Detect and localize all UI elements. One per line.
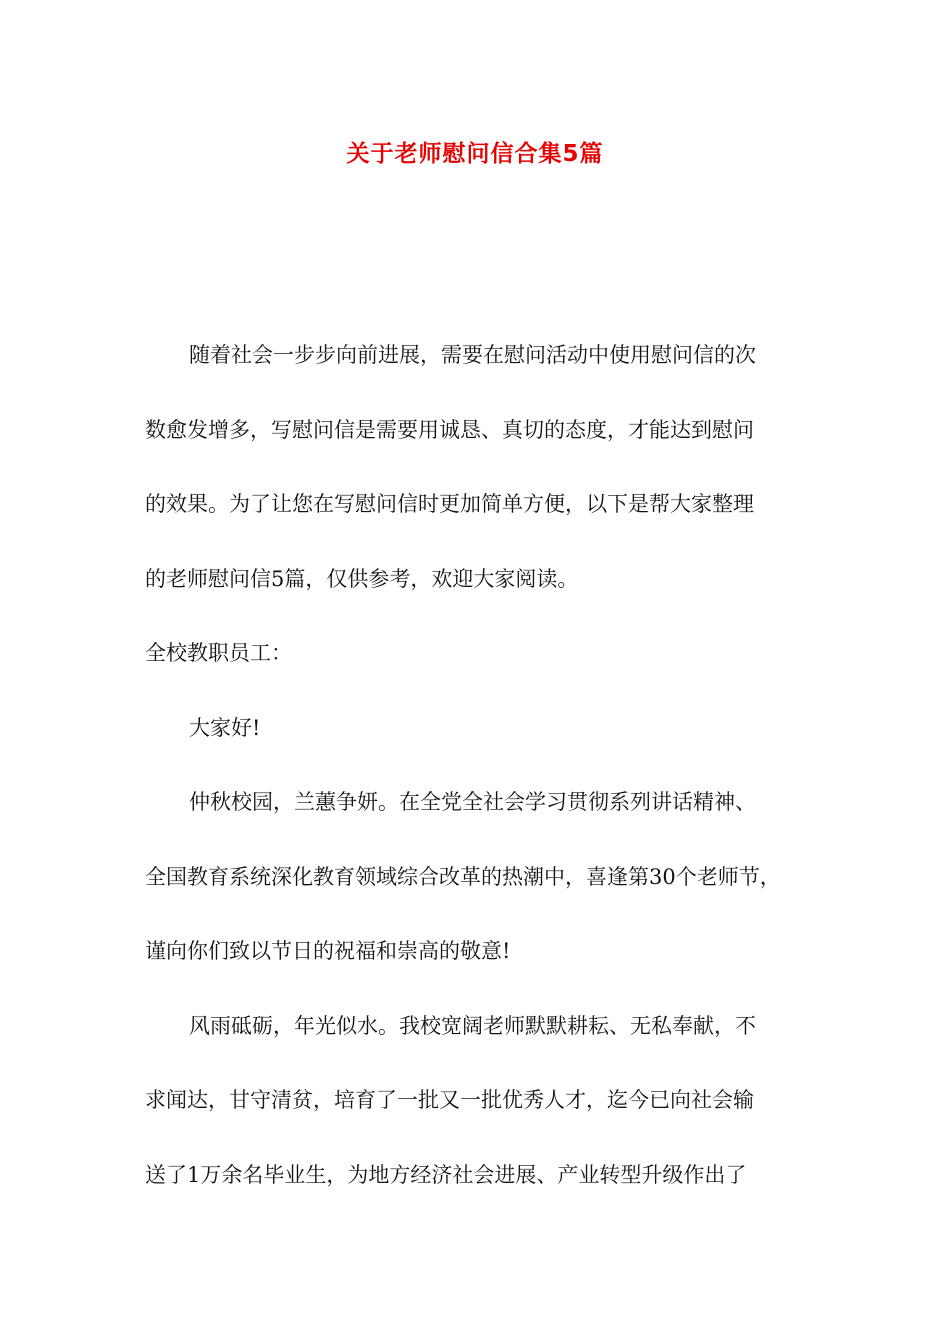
body-line: 的效果。为了让您在写慰问信时更加简单方便，以下是帮大家整理: [145, 492, 754, 516]
body-line: 谨向你们致以节日的祝福和崇高的敬意!: [145, 939, 511, 963]
greeting-line: 大家好!: [189, 715, 261, 740]
salutation-line: 全校教职员工：: [145, 641, 292, 665]
body-line: 全国教育系统深化教育领域综合改革的热潮中，喜逢第30个老师节，: [145, 864, 781, 889]
document-title: 关于老师慰问信合集5篇: [346, 141, 604, 167]
body-line: 数愈发增多，写慰问信是需要用诚恳、真切的态度，才能达到慰问: [145, 417, 754, 442]
body-line: 送了1万余名毕业生，为地方经济社会进展、产业转型升级作出了: [145, 1162, 747, 1187]
body-line: 的老师慰问信5篇，仅供参考，欢迎大家阅读。: [145, 566, 579, 591]
document-body: [145, 318, 825, 1212]
body-line: 风雨砥砺，年光似水。我校宽阔老师默默耕耘、无私奉献，不: [189, 1013, 756, 1038]
body-line: 仲秋校园，兰蕙争妍。在全党全社会学习贯彻系列讲话精神、: [189, 790, 756, 814]
body-line: 求闻达，甘守清贫，培育了一批又一批优秀人才，迄今已向社会输: [145, 1088, 754, 1112]
body-line: 随着社会一步步向前进展，需要在慰问活动中使用慰问信的次: [189, 343, 756, 367]
